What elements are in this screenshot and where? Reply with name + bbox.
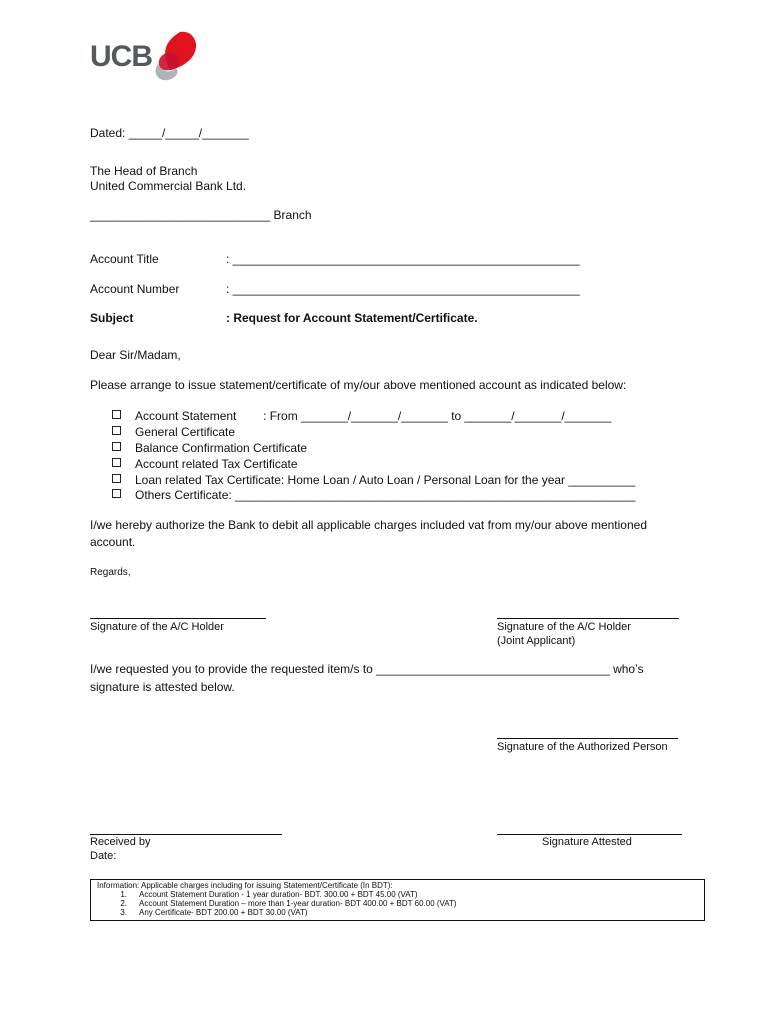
info-item-number: 3. (120, 908, 127, 917)
addressee-line2: United Commercial Bank Ltd. (90, 179, 247, 193)
authorized-signature-label: Signature of the Authorized Person (497, 741, 668, 753)
joint-signature-line (497, 618, 679, 619)
checkbox-icon (112, 410, 121, 419)
option-item (112, 441, 307, 455)
account-number-value: : ____________________________________________________ (226, 282, 580, 296)
option-label: General Certificate (135, 425, 236, 439)
info-item-text: Any Certificate- BDT 200.00 + BDT 30.00 (VAT) (139, 908, 308, 917)
date-label: Date: (90, 850, 117, 862)
option-label: Account related Tax Certificate (135, 457, 298, 471)
addressee-line1: The Head of Branch (90, 164, 198, 178)
option-label: Loan related Tax Certificate: Home Loan / Auto Loan / Personal Loan for the year __________ (135, 473, 636, 487)
info-item-number: 1. (120, 890, 127, 899)
authorize-line2: account. (90, 535, 136, 549)
checkbox-icon (112, 489, 121, 498)
signature-attested-label: Signature Attested (542, 836, 632, 848)
branch-line: ___________________________ Branch (90, 208, 312, 222)
info-header: Information: Applicable charges including for issuing Statement/Certificate (In BDT): (97, 881, 393, 890)
info-item (97, 890, 698, 899)
joint-applicant-label: (Joint Applicant) (497, 635, 576, 647)
ucb-logo (90, 28, 200, 84)
option-item (112, 473, 635, 487)
checkbox-icon (112, 458, 121, 467)
regards: Regards, (90, 567, 131, 578)
info-item (97, 908, 698, 917)
checkbox-icon (112, 426, 121, 435)
account-number-label: Account Number (90, 282, 180, 296)
subject-value: : Request for Account Statement/Certificate. (226, 311, 478, 325)
info-item (97, 899, 698, 908)
option-label: Others Certificate: ____________________________________________________________ (135, 488, 636, 502)
joint-signature-label: Signature of the A/C Holder (497, 621, 631, 633)
holder-signature-line (90, 618, 266, 619)
ucb-balloon-logo-icon (150, 28, 200, 84)
option-item (112, 457, 298, 471)
charges-info-box (90, 879, 705, 921)
received-line (90, 834, 282, 835)
option-item (112, 425, 235, 439)
subject-label: Subject (90, 311, 134, 325)
attested-line (497, 834, 682, 835)
intro-text: Please arrange to issue statement/certificate of my/our above mentioned account as indicated below: (90, 378, 627, 392)
account-title-value: : ____________________________________________________ (226, 252, 580, 266)
request-line2: signature is attested below. (90, 680, 235, 694)
option-item (112, 488, 635, 502)
authorize-line1: I/we hereby authorize the Bank to debit all applicable charges included vat from my/our above mentioned (90, 518, 647, 532)
option-item (112, 409, 611, 423)
request-line1: I/we requested you to provide the requested item/s to ___________________________________ who’s (90, 662, 644, 676)
option-label: Balance Confirmation Certificate (135, 441, 308, 455)
received-by-label: Received by (90, 836, 151, 848)
holder-signature-label: Signature of the A/C Holder (90, 621, 224, 633)
option-label: Account Statement : From _______/_______/_______ to _______/_______/_______ (135, 409, 612, 423)
checkbox-icon (112, 442, 121, 451)
logo-text: UCB (90, 40, 152, 73)
info-item-text: Account Statement Duration - 1 year duration- BDT. 300.00 + BDT 45.00 (VAT) (139, 890, 418, 899)
dated-line: Dated: _____/_____/_______ (90, 126, 249, 140)
account-title-label: Account Title (90, 252, 159, 266)
checkbox-icon (112, 474, 121, 483)
salutation: Dear Sir/Madam, (90, 348, 181, 362)
info-item-number: 2. (120, 899, 127, 908)
info-item-text: Account Statement Duration – more than 1-year duration- BDT 400.00 + BDT 60.00 (VAT) (139, 899, 457, 908)
authorized-signature-line (497, 738, 678, 739)
